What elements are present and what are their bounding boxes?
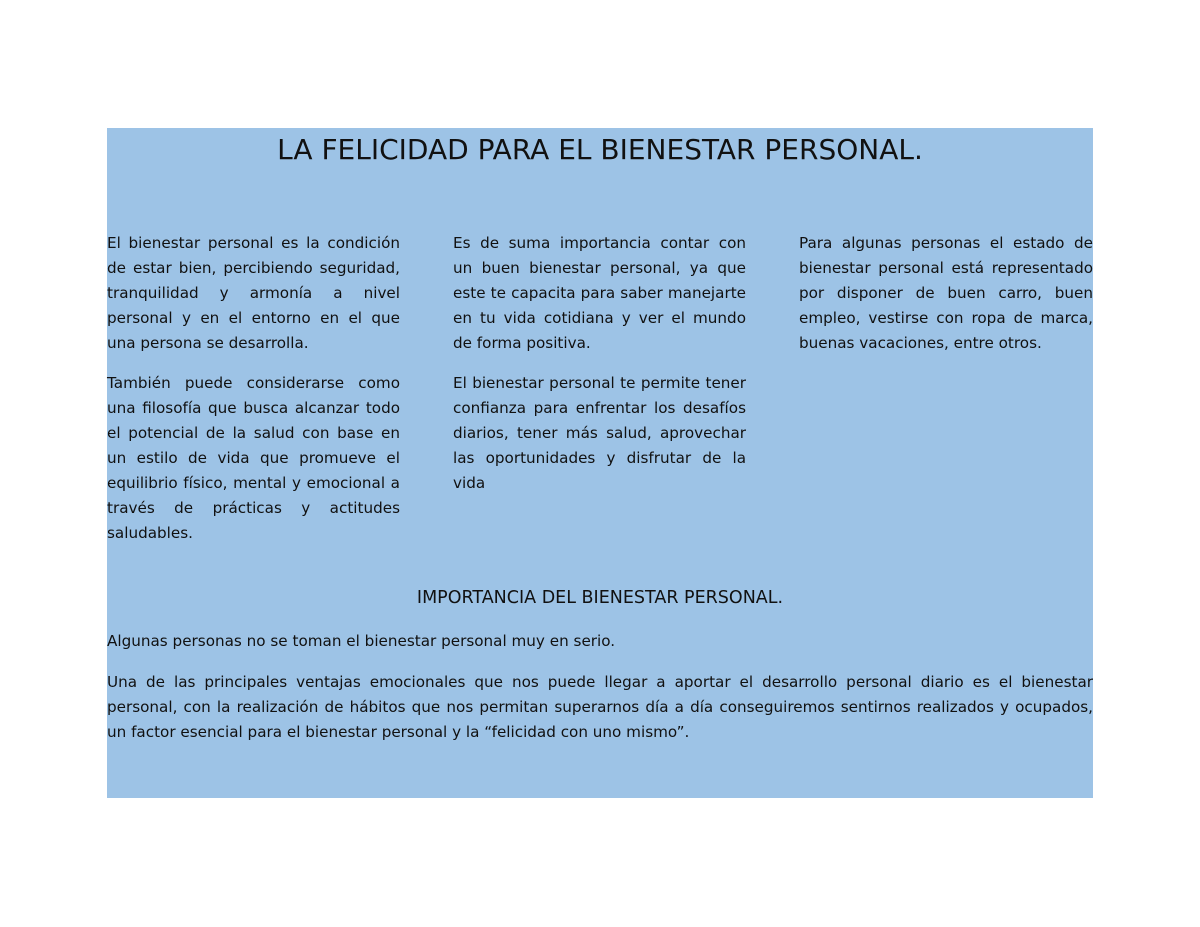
column-middle	[453, 231, 746, 511]
paragraph: Para algunas personas el estado de bienestar personal está representado por disponer de buen carro, buen empleo, vestirse con ropa de marca, buenas vacaciones, entre otros.	[799, 234, 1093, 352]
section-heading: IMPORTANCIA DEL BIENESTAR PERSONAL.	[416, 588, 784, 608]
paragraph: Algunas personas no se toman el bienestar personal muy en serio.	[107, 632, 616, 650]
paragraph: Es de suma importancia contar con un buen bienestar personal, ya que este te capacita para saber manejarte en tu vida cotidiana y ver el mundo de forma positiva.	[453, 234, 746, 352]
bottom-section	[107, 629, 1093, 761]
paragraph: Una de las principales ventajas emocionales que nos puede llegar a aportar el desarrollo personal diario es el bienestar personal, con la realización de hábitos que nos permitan superarnos día a día conseguiremos sentirnos realizados y ocupados, un factor esencial para el bienestar personal y la “felicidad con uno mismo”.	[107, 673, 1093, 741]
column-right	[799, 231, 1093, 371]
column-left	[107, 231, 400, 561]
paragraph: También puede considerarse como una filosofía que busca alcanzar todo el potencial de la salud con base en un estilo de vida que promueve el equilibrio físico, mental y emocional a través de prácticas y actitudes saludables.	[107, 374, 400, 542]
paragraph: El bienestar personal te permite tener confianza para enfrentar los desafíos diarios, tener más salud, aprovechar las oportunidades y disfrutar de la vida	[453, 374, 746, 492]
document-title: LA FELICIDAD PARA EL BIENESTAR PERSONAL.	[277, 133, 923, 166]
paragraph: El bienestar personal es la condición de estar bien, percibiendo seguridad, tranquilidad y armonía a nivel personal y en el entorno en el que una persona se desarrolla.	[107, 234, 400, 352]
content-panel	[107, 128, 1093, 798]
